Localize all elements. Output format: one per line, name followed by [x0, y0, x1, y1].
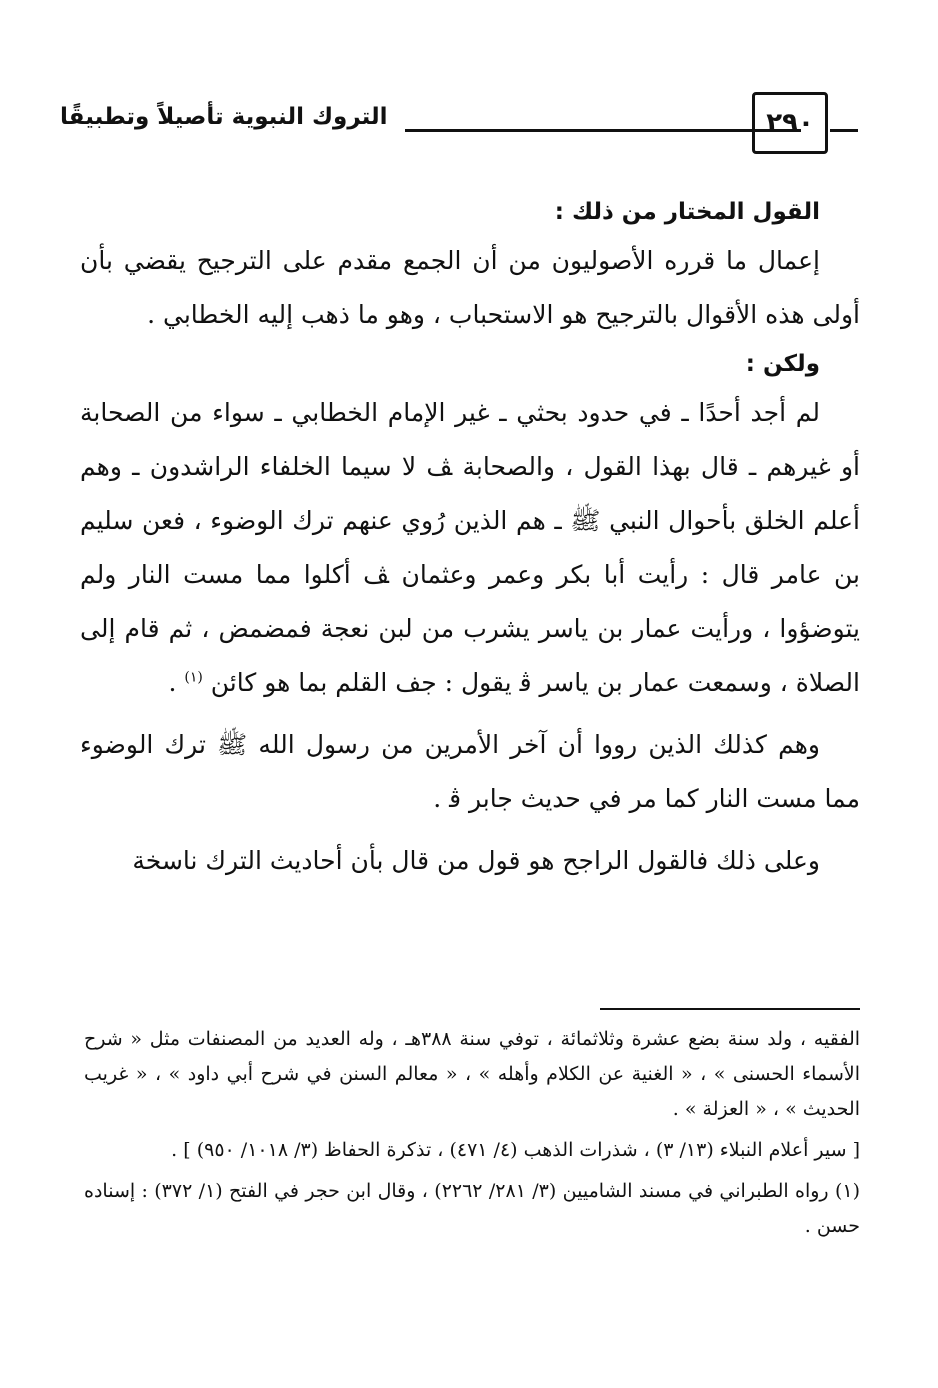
paragraph: [80, 386, 860, 710]
page-header: [60, 92, 865, 162]
main-text: [80, 190, 860, 888]
running-title: التروك النبوية تأصيلاً وتطبيقًا: [60, 104, 388, 130]
paragraph-end: .: [168, 668, 185, 697]
footnote-sources: [ سير أعلام النبلاء (١٣/ ٣) ، شذرات الذهب (٤/ ٤٧١) ، تذكرة الحفاظ (٣/ ١٠١٨/ ٩٥٠) ] .: [171, 1139, 860, 1161]
paragraph: إعمال ما قرره الأصوليون من أن الجمع مقدم على الترجيح يقضي بأن أولى هذه الأقوال بالترجيح هو الاستحباب ، وهو ما ذهب إليه الخطابي .: [80, 246, 860, 329]
page-number: ٢٩٠: [752, 92, 828, 154]
footnote-ref: (١): [184, 669, 203, 686]
footnote-continuation: الفقيه ، ولد سنة بضع عشرة وثلاثمائة ، توفي سنة ٣٨٨هـ ، وله العديد من المصنفات مثل « شرح الأسماء الحسنى » ، « الغنية عن الكلام وأهله » ، « معالم السنن في شرح أبي داود » ، « غريب الحديث » ، « العزلة » .: [84, 1028, 861, 1120]
paragraph: وهم كذلك الذين رووا أن آخر الأمرين من رسول الله ﷺ ترك الوضوء مما مست النار كما مر في حديث جابر ﭬ .: [80, 730, 860, 813]
header-rule-short: [830, 129, 858, 132]
footnotes: [84, 1022, 860, 1244]
footnote-1: (١) رواه الطبراني في مسند الشاميين (٣/ ٢٨١/ ٢٢٦٢) ، وقال ابن حجر في الفتح (١/ ٣٧٢) : إسناده حسن .: [84, 1180, 860, 1237]
header-rule: [405, 129, 801, 132]
footnote-separator: [600, 1008, 860, 1010]
paragraph-text: لم أجد أحدًا ـ في حدود بحثي ـ غير الإمام الخطابي ـ سواء من الصحابة أو غيرهم ـ قال بهذا القول ، والصحابة ﭫ لا سيما الخلفاء الراشدون ـ وهم أعلم الخلق بأحوال النبي ﷺ ـ هم الذين رُوي عنهم ترك الوضوء ، فعن سليم بن عامر قال : رأيت أبا بكر وعمر وعثمان ﭫ أكلوا مما مست النار ولم يتوضؤوا ، ورأيت عمار بن ياسر يشرب من لبن نعجة فمضمض ، ثم قام إلى الصلاة ، وسمعت عمار بن ياسر ﭬ يقول : جف القلم بما هو كائن: [80, 398, 860, 697]
section-heading: القول المختار من ذلك :: [554, 199, 820, 225]
paragraph: وعلى ذلك فالقول الراجح هو قول من قال بأن أحاديث الترك ناسخة: [132, 846, 820, 875]
section-heading: ولكن :: [745, 351, 820, 377]
